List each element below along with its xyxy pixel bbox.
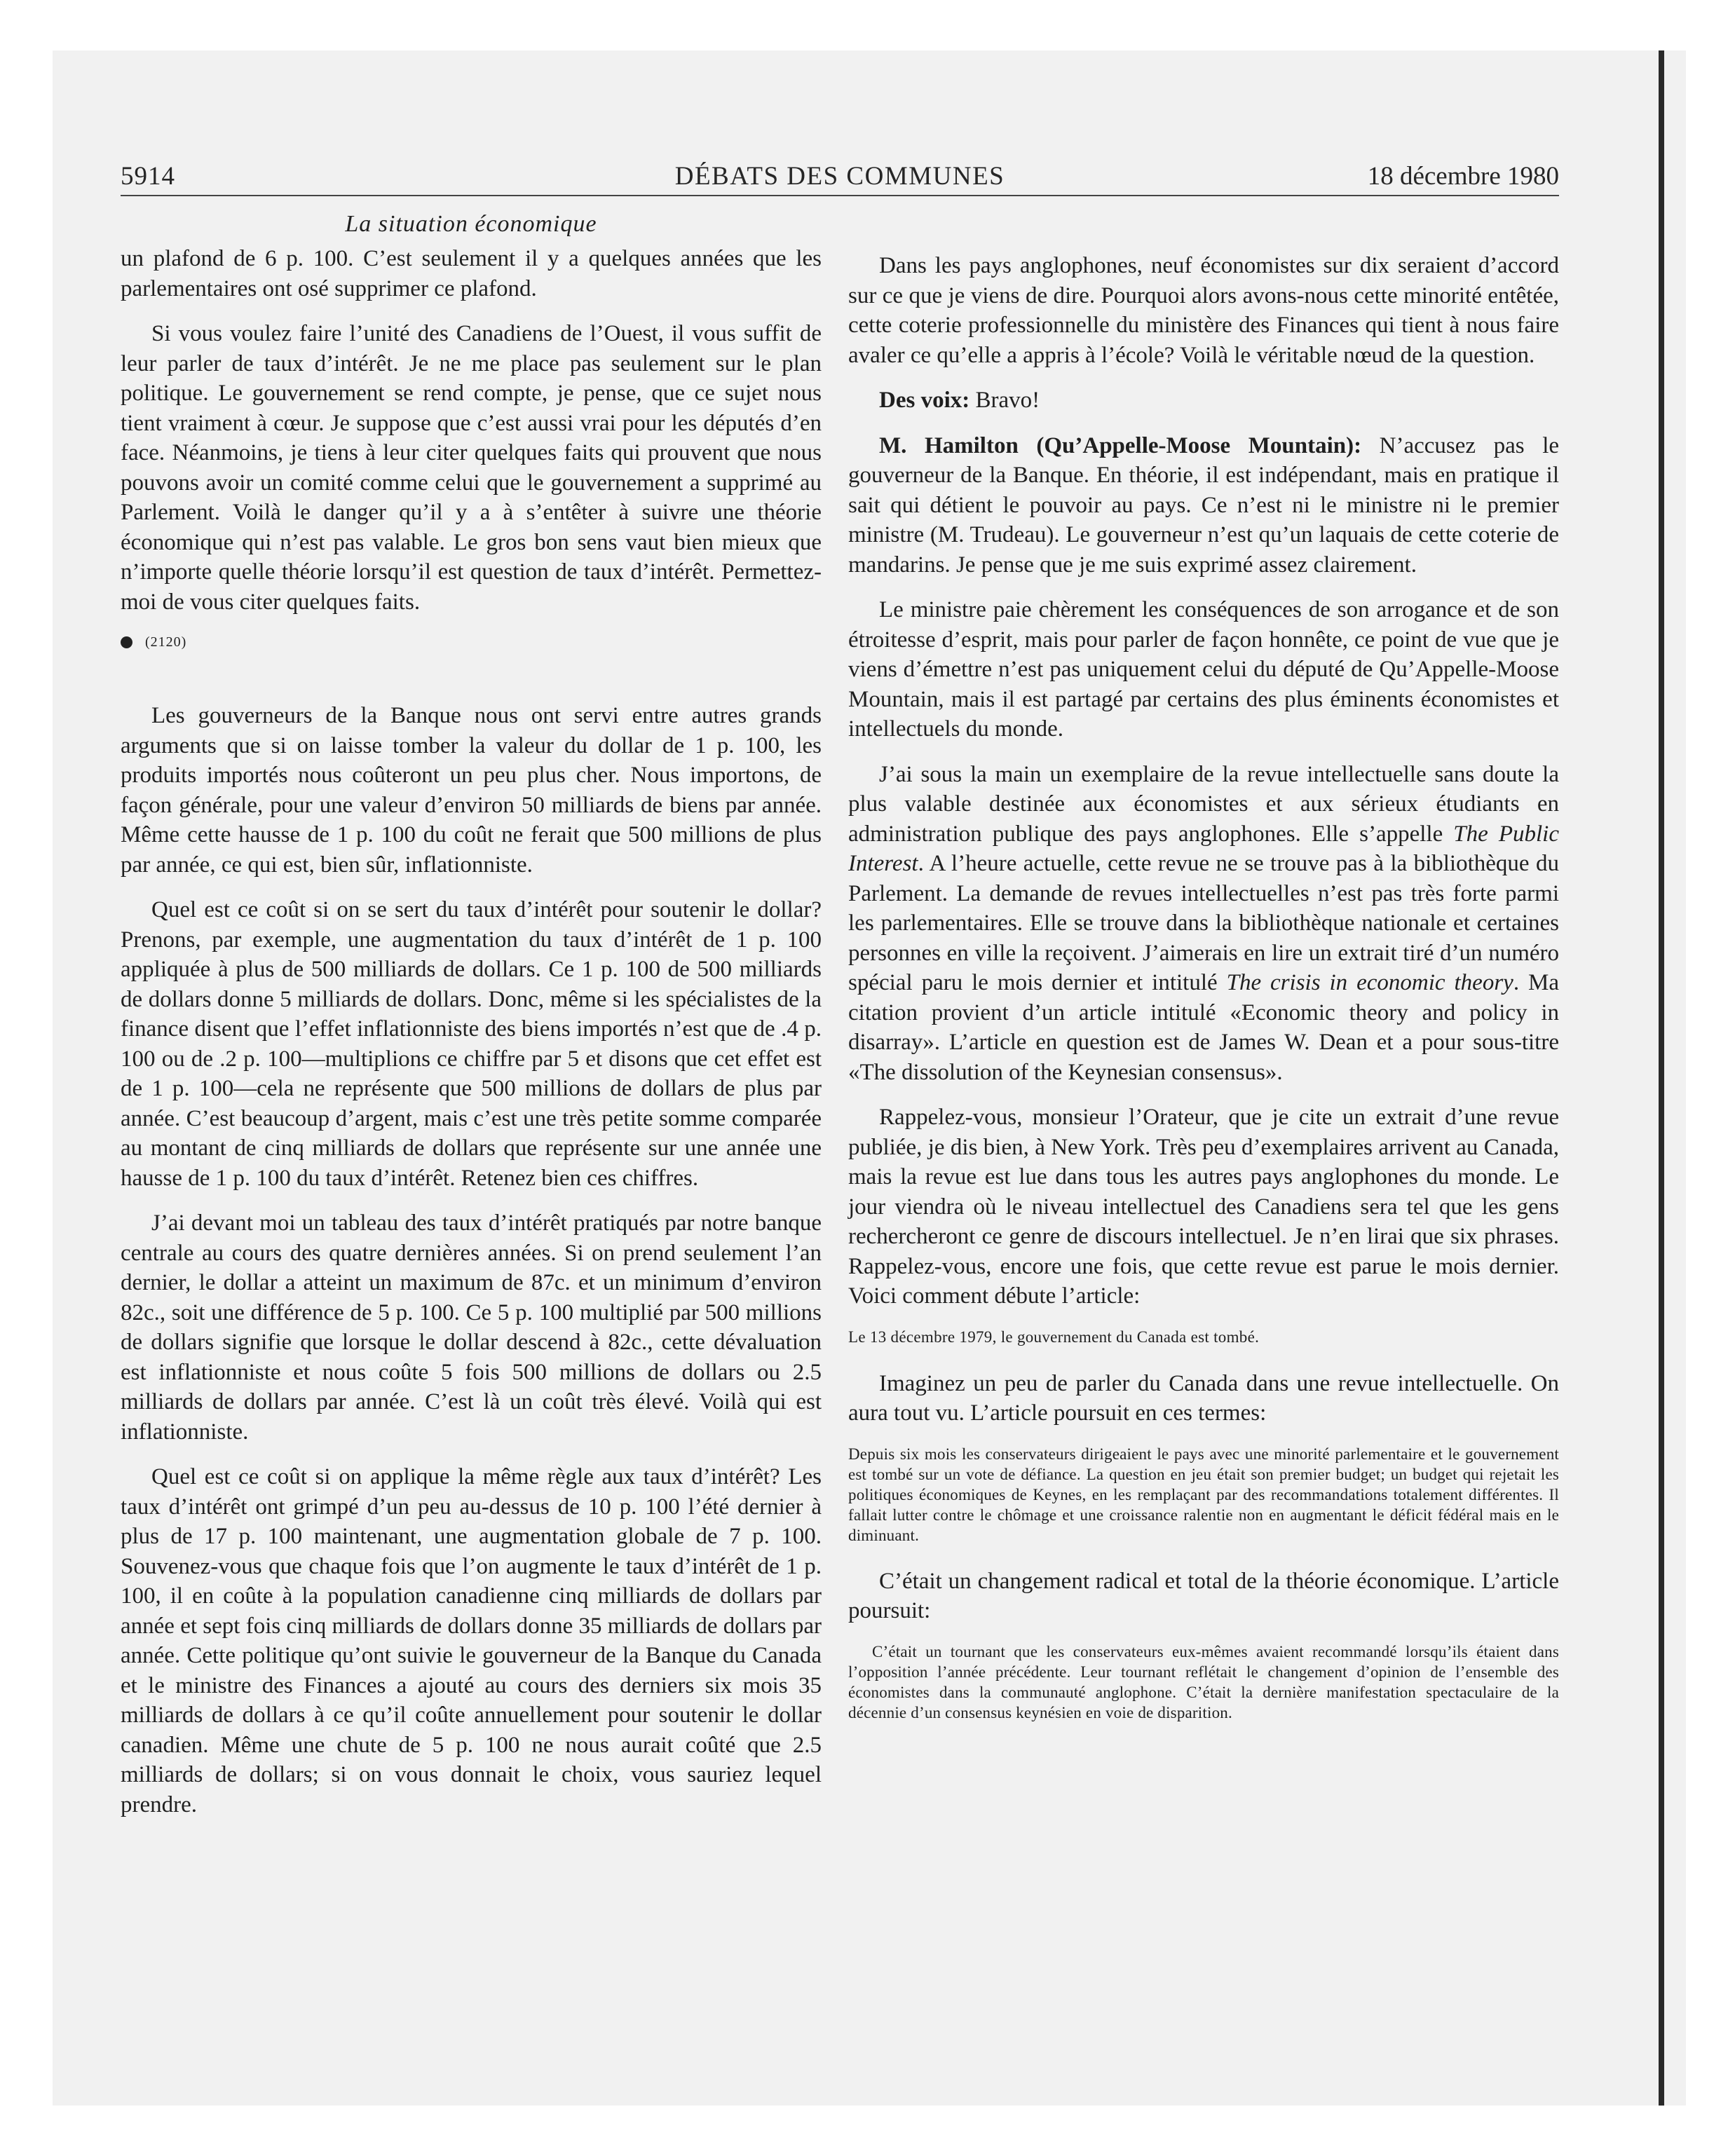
- block-quote: C’était un tournant que les conservateurs eux-mêmes avaient recommandé lorsqu’ils étaient dans l’opposition l’année précédente. Leur tournant reflétait le changement d’opinion de l’ensemble des économistes dans la communauté anglophone. C’était la dernière manifestation spectaculaire de la décennie d’un consensus keynésien en voie de disparition.: [848, 1642, 1559, 1721]
- paragraph: un plafond de 6 p. 100. C’est seulement il y a quelques années que les parlementaires ont osé supprimer ce plafond.: [121, 246, 822, 301]
- right-column: [848, 251, 1559, 1744]
- paragraph: [848, 760, 1559, 1088]
- page-header: [121, 160, 1559, 193]
- section-title: La situation économique: [345, 211, 597, 237]
- speech: [848, 431, 1559, 580]
- paragraph: Quel est ce coût si on se sert du taux d’intérêt pour soutenir le dollar? Prenons, par exemple, une augmentation du taux d’intérêt de 1 p. 100 appliquée à plus de 500 milliards de dollars. Ce 1 p. 100 de 500 milliards de dollars donne 5 milliards de dollars. Donc, même si les spécialistes de la finance disent que l’effet inflationniste des biens importés n’est que de .4 p. 100 ou de .2 p. 100—multiplions ce chiffre par 5 et disons que cet effet est de 1 p. 100—cela ne représente que 500 millions de dollars de plus par année. C’est beaucoup d’argent, mais c’est une très petite somme comparée au montant de cinq milliards de dollars que représente sur une année une hausse de 1 p. 100 du taux d’intérêt. Retenez bien ces chiffres.: [121, 897, 822, 1191]
- block-quote: Le 13 décembre 1979, le gouvernement du Canada est tombé.: [848, 1328, 1260, 1346]
- speaker-label: Des voix:: [879, 388, 970, 413]
- paragraph: Si vous voulez faire l’unité des Canadiens de l’Ouest, il vous suffit de leur parler de taux d’intérêt. Je ne me place pas seulement sur le plan politique. Le gouvernement se rend compte, je pense, que ce sujet nous tient vraiment à cœur. Je suppose que c’est aussi vrai pour les députés d’en face. Néanmoins, je tiens à leur citer quelques faits qui prouvent que nous pouvons avoir un comité comme celui que le gouvernement a supprimé au Parlement. Voilà le danger qu’il y a à s’entêter à suivre une théorie économique qui n’est pas valable. Le gros bon sens vaut bien mieux que n’importe quelle théorie lorsqu’il est question de taux d’intérêt. Permettez-moi de vous citer quelques faits.: [121, 321, 822, 615]
- page-number: 5914: [121, 162, 175, 191]
- paragraph: J’ai devant moi un tableau des taux d’intérêt pratiqués par notre banque centrale au cours des quatre dernières années. Si on prend seulement l’an dernier, le dollar a atteint un maximum de 87c. et un minimum d’environ 82c., soit une différence de 5 p. 100. Ce 5 p. 100 multiplié par 500 millions de dollars signifie que lorsque le dollar descend à 82c., cette dévaluation est inflationniste et nous coûte 5 fois 500 millions de dollars ou 2.5 milliards de dollars par année. C’est là un coût très élevé. Voilà qui est inflationniste.: [121, 1210, 822, 1445]
- paragraph: Imaginez un peu de parler du Canada dans une revue intellectuelle. On aura tout vu. L’article poursuit en ces termes:: [848, 1370, 1559, 1426]
- paragraph: Dans les pays anglophones, neuf économistes sur dix seraient d’accord sur ce que je viens de dire. Pourquoi alors avons-nous cette minorité entêtée, cette coterie professionnelle du ministère des Finances qui tient à nous faire avaler ce qu’elle a appris à l’école? Voilà le véritable nœud de la question.: [848, 253, 1559, 368]
- timestamp: (2120): [145, 634, 187, 650]
- header-rule: [121, 195, 1559, 196]
- paragraph: Quel est ce coût si on applique la même règle aux taux d’intérêt? Les taux d’intérêt ont grimpé d’un peu au-dessus de 10 p. 100 l’été dernier à plus de 17 p. 100 maintenant, une augmentation globale de 7 p. 100. Souvenez-vous que chaque fois que l’on augmente le taux d’intérêt de 1 p. 100, il en coûte à la population canadienne cinq milliards de dollars par année et sept fois cinq milliards de dollars donne 35 milliards de dollars par année. Cette politique qu’ont suivie le gouverneur de la Banque du Canada et le ministre des Finances a ajouté au cours des derniers six mois 35 milliards de dollars à ce qu’il coûte annuellement pour soutenir le dollar canadien. Même une chute de 5 p. 100 ne nous aurait coûté que 2.5 milliards de dollars; si on vous donnait le choix, vous sauriez lequel prendre.: [121, 1464, 822, 1817]
- block-quote: Depuis six mois les conservateurs dirigeaient le pays avec une minorité parlementaire et le gouvernement est tombé sur un vote de défiance. La question en jeu était son premier budget; un budget qui rejetait les politiques économiques de Keynes, en les remplaçant par des recommandations totalement différentes. Il fallait lutter contre le chômage et une croissance ralentie non en augmentant le déficit fédéral mais en le diminuant.: [848, 1445, 1559, 1544]
- text-run: . A l’heure actuelle, cette revue ne se trouve pas à la bibliothèque du Parlement. La demande de revues intellectuelles n’est pas très forte parmi les parlementaires. Elle se trouve dans la bibliothèque nationale et certaines personnes en ville la reçoivent. J’aimerais en lire un extrait tiré d’un numéro spécial paru le mois dernier et intitulé: [848, 851, 1559, 995]
- timestamp-marker: [121, 632, 822, 652]
- publication-title: DÉBATS DES COMMUNES: [674, 162, 1005, 191]
- left-column: [121, 244, 822, 1835]
- bullet-icon: [121, 636, 132, 648]
- interjection: [848, 386, 1559, 416]
- page-edge-shadow: [1659, 50, 1664, 2106]
- header-date: 18 décembre 1980: [1367, 162, 1559, 191]
- paragraph: Les gouverneurs de la Banque nous ont servi entre autres grands arguments que si on laisse tomber la valeur du dollar de 1 p. 100, les produits importés nous coûteront un peu plus cher. Nous importons, de façon générale, pour une valeur d’environ 50 milliards de biens par année. Même cette hausse de 1 p. 100 du coût ne ferait que 500 millions de plus par année, ce qui est, bien sûr, inflationniste.: [121, 703, 822, 878]
- speech-text: N’accusez pas le gouverneur de la Banque. En théorie, il est indépendant, mais en pratique il sait qui détient le pouvoir au pays. Ce n’est ni le ministre ni le premier ministre (M. Trudeau). Le gouverneur n’est qu’un laquais de cette coterie de mandarins. Je pense que je me suis exprimé assez clairement.: [848, 432, 1560, 578]
- speech-text: Bravo!: [969, 388, 1040, 413]
- text-run: . Ma citation provient d’un article intitulé «Economic theory and policy in disarray». L’article en question est de James W. Dean et a pour sous-titre «The dissolution of the Keynesian consensus».: [848, 970, 1559, 1085]
- paragraph: C’était un changement radical et total de la théorie économique. L’article poursuit:: [848, 1568, 1559, 1623]
- speaker-label: M. Hamilton (Qu’Appelle-Moose Mountain):: [879, 432, 1362, 458]
- issue-title: The crisis in economic theory: [1226, 970, 1513, 995]
- publication-name: The Public Interest: [848, 821, 1559, 876]
- paragraph: Rappelez-vous, monsieur l’Orateur, que je cite un extrait d’une revue publiée, je dis bien, à New York. Très peu d’exemplaires arrivent au Canada, mais la revue est lue dans tous les autres pays anglophones du monde. Le jour viendra où le niveau intellectuel des Canadiens sera tel que les gens rechercheront ce genre de discours intellectuel. Je n’en lirai que six phrases. Rappelez-vous, encore une fois, que cette revue est parue le mois dernier. Voici comment débute l’article:: [848, 1105, 1559, 1309]
- paragraph: Le ministre paie chèrement les conséquences de son arrogance et de son étroitesse d’esprit, mais pour parler de façon honnête, ce point de vue que je viens d’émettre n’est pas uniquement celui du député de Qu’Appelle-Moose Mountain, mais il est partagé par certains des plus éminents économistes et intellectuels du monde.: [848, 597, 1559, 742]
- text-run: J’ai sous la main un exemplaire de la revue intellectuelle sans doute la plus valable destinée aux économistes et aux sérieux étudiants en administration publique des pays anglophones. Elle s’appelle: [848, 761, 1559, 847]
